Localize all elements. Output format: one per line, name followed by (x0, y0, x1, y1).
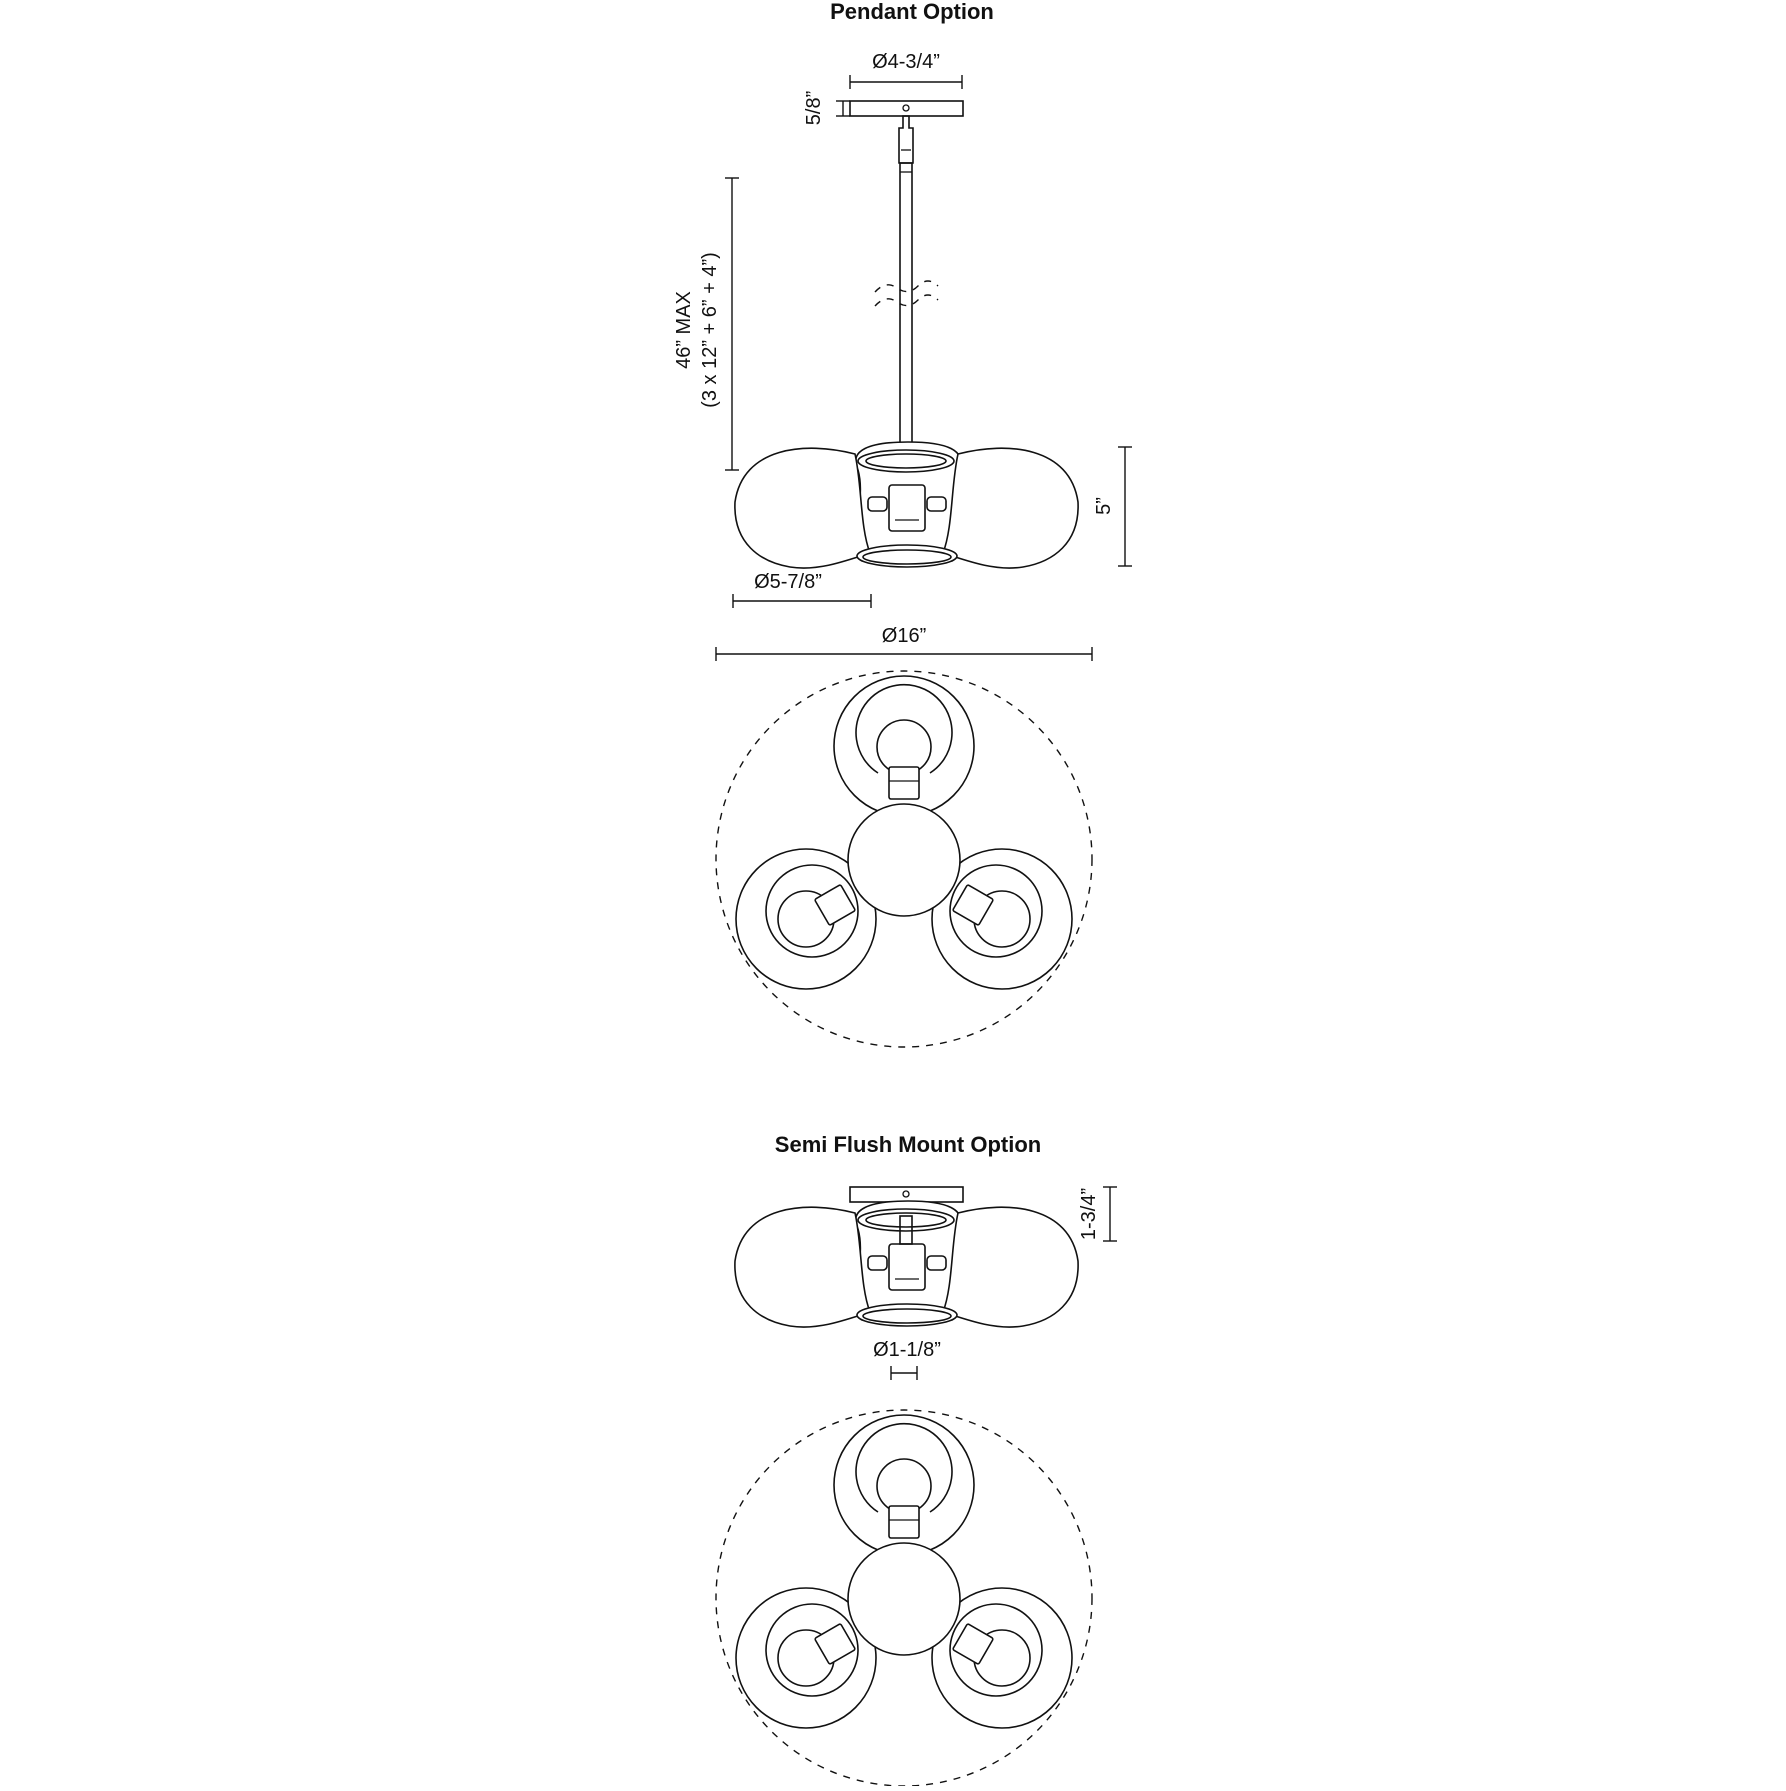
semi-flush-title: Semi Flush Mount Option (774, 1132, 1042, 1157)
semi-flush-stem-diameter-label: Ø1-1/8” (873, 1339, 941, 1361)
pendant-stem (875, 116, 938, 463)
pendant-title: Pendant Option (830, 0, 994, 24)
pendant-overall-height-dimension (673, 178, 739, 470)
pendant-canopy-height-label: 5/8” (803, 90, 825, 126)
semi-flush-stem-diameter-dimension (873, 1339, 941, 1380)
semi-flush-plan-view (716, 1410, 1092, 1786)
pendant-overall-height-label-1: 46” MAX (673, 291, 695, 369)
pendant-body-height-label: 5” (1093, 497, 1115, 515)
pendant-canopy-diameter-label: Ø4-3/4” (872, 51, 940, 73)
pendant-canopy (850, 101, 963, 116)
semi-flush-canopy-height-label: 1-3/4” (1078, 1187, 1100, 1241)
pendant-canopy-height-dimension (803, 91, 850, 125)
pendant-overall-diameter-dimension (716, 625, 1092, 661)
pendant-overall-height-label-2: (3 x 12” + 6” + 4”) (699, 252, 721, 408)
pendant-canopy-diameter-dimension (850, 51, 962, 89)
pendant-overall-diameter-label: Ø16” (881, 625, 927, 647)
pendant-body-elevation (735, 442, 1078, 568)
pendant-body-height-dimension (1093, 447, 1132, 566)
pendant-plan-view (716, 671, 1092, 1047)
semi-flush-body-elevation (735, 1187, 1078, 1327)
pendant-shade-diameter-dimension (733, 571, 871, 608)
semi-flush-canopy-height-dimension (1078, 1187, 1117, 1241)
pendant-shade-diameter-label: Ø5-7/8” (754, 571, 822, 593)
